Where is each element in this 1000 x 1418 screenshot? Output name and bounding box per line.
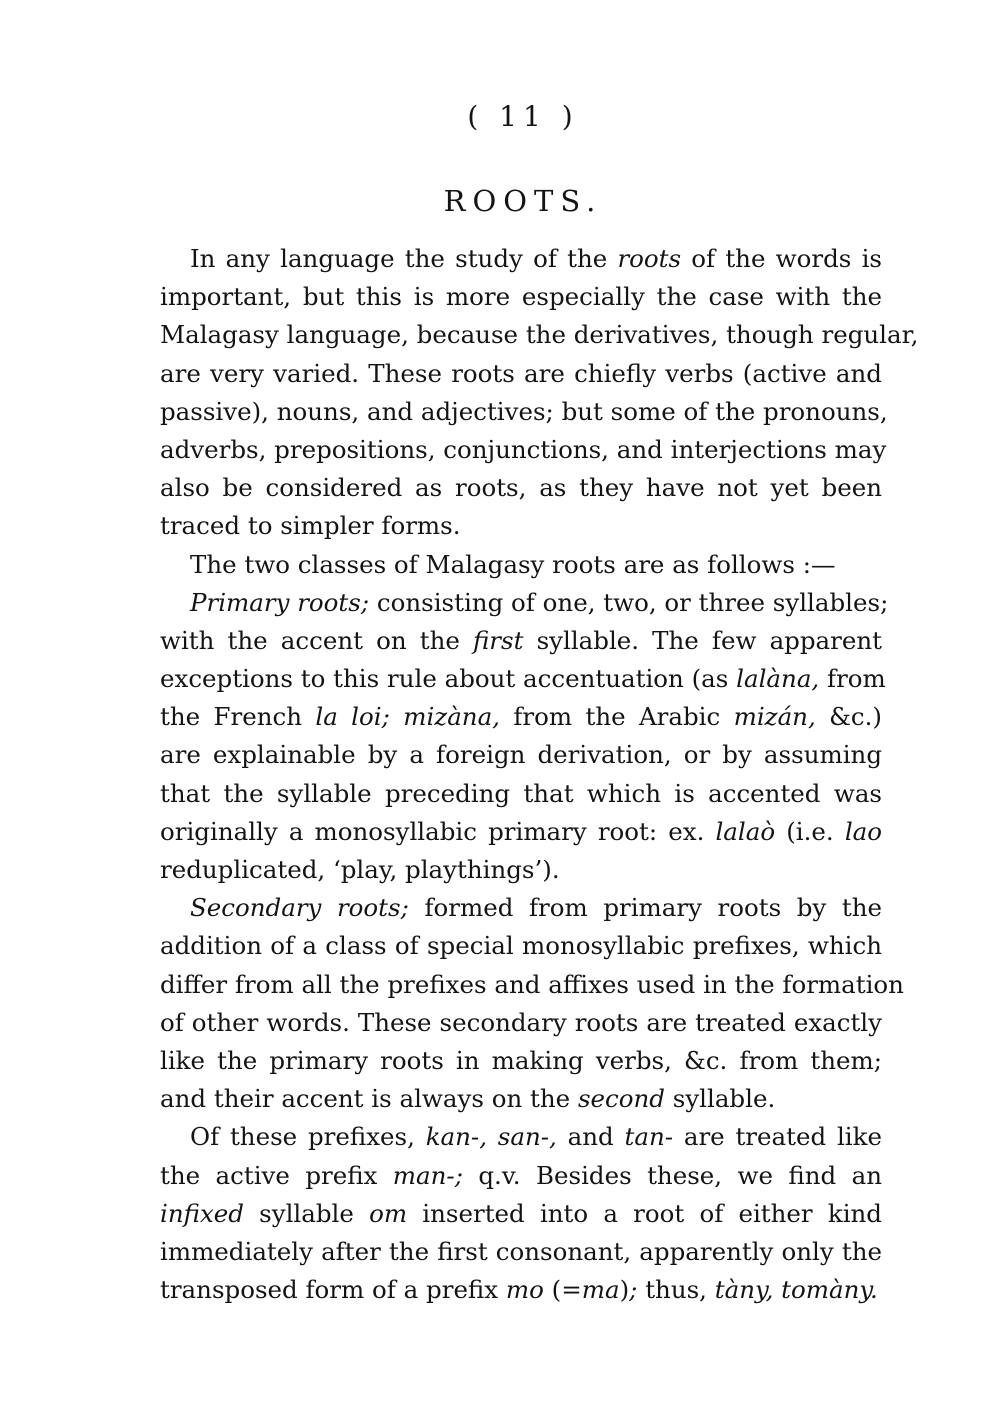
text-line: differ from all the prefixes and affixes used in the formation (160, 969, 904, 999)
text-line: Of these prefixes, kan-, san-, and tan- are treated like (190, 1122, 882, 1152)
text-line: Malagasy language, because the derivatives, though regular, (160, 320, 919, 350)
text-line: the French la loi; mizàna, from the Arabic mizán, &c.) (160, 702, 882, 732)
text-line: and their accent is always on the second syllable. (160, 1084, 776, 1114)
section-heading: ROOTS. (443, 184, 603, 218)
primary-roots-paragraph (160, 584, 889, 890)
text-line: also be considered as roots, as they have not yet been (160, 473, 882, 503)
text-line: of other words. These secondary roots are treated exactly (160, 1007, 882, 1037)
text-line: In any language the study of the roots of the words is (190, 244, 882, 273)
secondary-roots-paragraph (160, 889, 904, 1118)
text-line: traced to simpler forms. (160, 511, 461, 541)
text-line: like the primary roots in making verbs, &c. from them; (160, 1045, 882, 1075)
text-line: reduplicated, ‘play, playthings’). (160, 855, 560, 884)
text-line: the active prefix man-; q.v. Besides these, we find an (160, 1160, 882, 1190)
text-line: exceptions to this rule about accentuation (as lalàna, from (160, 664, 886, 694)
text-line: addition of a class of special monosyllabic prefixes, which (160, 931, 882, 961)
text-line: Primary roots; consisting of one, two, or three syllables; (190, 587, 889, 617)
intro-paragraph (160, 240, 919, 546)
text-line: The two classes of Malagasy roots are as follows :— (190, 549, 836, 579)
page-number: ( 11 ) (467, 100, 579, 133)
text-line: transposed form of a prefix mo (=ma); thus, tàny, tomàny. (160, 1275, 878, 1305)
text-line: immediately after the first consonant, apparently only the (160, 1236, 882, 1266)
text-line: infixed syllable om inserted into a root of either kind (160, 1198, 882, 1228)
body-text (160, 240, 919, 1309)
text-line: important, but this is more especially the case with the (160, 282, 882, 312)
text-line: passive), nouns, and adjectives; but some of the pronouns, (160, 396, 888, 426)
text-line: Secondary roots; formed from primary roots by the (190, 893, 882, 923)
text-line: are very varied. These roots are chiefly verbs (active and (160, 358, 882, 388)
text-line: that the syllable preceding that which is accented was (160, 778, 882, 808)
classes-paragraph (160, 546, 882, 584)
text-line: originally a monosyllabic primary root: ex. lalaò (i.e. lao (160, 816, 883, 846)
text-line: adverbs, prepositions, conjunctions, and interjections may (160, 434, 887, 464)
text-line: are explainable by a foreign derivation, or by assuming (160, 740, 882, 770)
prefixes-paragraph (160, 1118, 882, 1309)
text-line: with the accent on the first syllable. The few apparent (160, 625, 882, 655)
